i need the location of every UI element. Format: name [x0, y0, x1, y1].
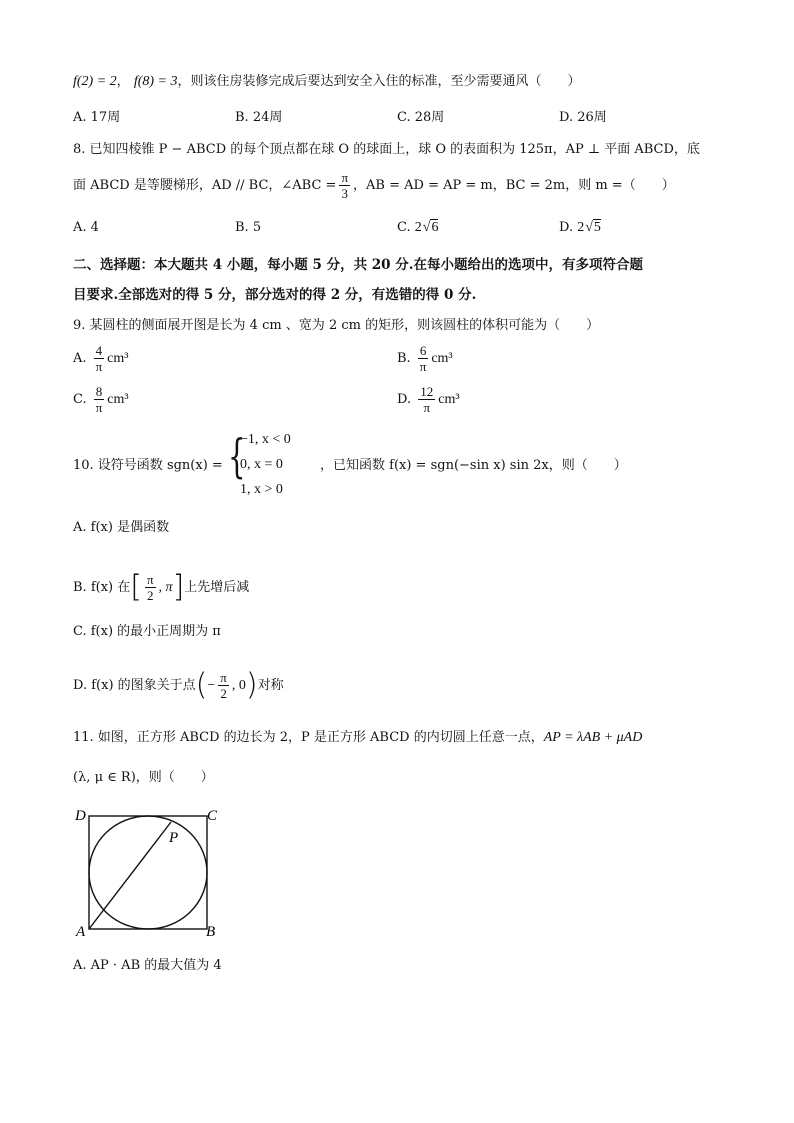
- q11-label-p: P: [169, 830, 179, 846]
- q7-option-a: A. 17周: [73, 110, 121, 125]
- q8-option-b: B. 5: [235, 220, 262, 235]
- q11-option-a: A. AP · AB 的最大值为 4: [73, 958, 222, 973]
- q9-option-a-label: A.: [73, 351, 87, 366]
- q8-stem-line1: 已知四棱锥 P − ABCD 的每个顶点都在球 O 的球面上，球 O 的表面积为 125π，AP ⊥ 平面 ABCD，底: [89, 142, 700, 157]
- q9-option-b: [397, 343, 453, 374]
- q10-brace: {: [228, 429, 246, 483]
- q10-stem-a: 10. 设符号函数 sgn(x) =: [73, 458, 223, 473]
- q8-line1: [73, 140, 700, 160]
- q10-option-d-tail: 对称: [257, 678, 284, 693]
- q11-label-b: B: [206, 924, 216, 940]
- q11-vector-equation: AP = λAB + μAD: [543, 730, 643, 745]
- q11-stem-line1: [73, 728, 642, 748]
- q8-number: 8.: [73, 142, 86, 157]
- q11-incircle: [89, 816, 207, 929]
- q8-frac-num: π: [341, 170, 349, 185]
- q9-option-d-unit: cm³: [438, 392, 460, 407]
- q9-option-c-label: C.: [73, 392, 87, 407]
- q7-f2: f(2) = 2: [73, 74, 117, 89]
- q8-angle-fraction: [339, 170, 350, 201]
- section2-heading-line1: 二、选择题：本大题共 4 小题，每小题 5 分，共 20 分.在每小题给出的选项中，有多项符合题: [73, 257, 643, 273]
- q9-stem: 9. 某圆柱的侧面展开图是长为 4 cm 、宽为 2 cm 的矩形，则该圆柱的体积可能为（ ）: [73, 318, 600, 333]
- q11-label-c: C: [207, 808, 218, 824]
- q9-option-c-unit: cm³: [107, 392, 129, 407]
- q9-option-b-label: B.: [397, 351, 411, 366]
- q7-condition-line: f(2) = 2， f(8) = 3，则该住房装修完成后要达到安全入住的标准，至少需要通风（ ）: [73, 74, 581, 89]
- q8-stem-line2b: ，AB = AD = AP = m，BC = 2m，则 m =（ ）: [353, 178, 675, 193]
- q8-stem-line2a: 面 ABCD 是等腰梯形，AD // BC，∠ABC =: [73, 178, 337, 193]
- q10-case-1: −1, x < 0: [240, 432, 291, 447]
- q7-option-d: D. 26周: [559, 110, 607, 125]
- q10-option-b-post: , π: [158, 580, 173, 595]
- q10-option-b-pre: B. f(x) 在: [73, 580, 131, 595]
- q8-option-a: A. 4: [73, 220, 99, 235]
- q9-option-b-unit: cm³: [431, 351, 453, 366]
- q8-option-d: D. 2√5: [559, 220, 601, 235]
- q10-stem-b: ，已知函数 f(x) = sgn(−sin x) sin 2x，则（ ）: [320, 458, 627, 473]
- q9-option-d: [397, 384, 460, 415]
- q7-option-c: C. 28周: [397, 110, 445, 125]
- q7-text: ，则该住房装修完成后要达到安全入住的标准，至少需要通风（ ）: [177, 74, 581, 89]
- section2-heading-line2: 目要求.全部选对的得 5 分，部分选对的得 2 分，有选错的得 0 分.: [73, 287, 477, 303]
- q9-option-d-den: π: [423, 400, 431, 415]
- q11-stem-line2: (λ, μ ∈ R)，则（ ）: [73, 770, 214, 785]
- q10-option-b-frac-num: π: [146, 572, 154, 587]
- q9-option-c-den: π: [95, 400, 103, 415]
- q9-option-d-label: D.: [397, 392, 412, 407]
- q8-option-d-radicand: 5: [593, 220, 601, 235]
- q9-option-b-num: 6: [419, 343, 427, 358]
- q10-option-d-frac-num: π: [220, 670, 227, 685]
- q11-label-d: D: [75, 808, 86, 824]
- q11-stem1: 11. 如图，正方形 ABCD 的边长为 2，P 是正方形 ABCD 的内切圆上任意一点，: [73, 730, 544, 745]
- q9-option-b-den: π: [419, 359, 427, 374]
- q8-option-d-label: D.: [559, 220, 574, 235]
- q8-option-c-radicand: 6: [431, 220, 439, 235]
- q9-option-c-num: 8: [95, 384, 103, 399]
- q10-option-d-pre: D. f(x) 的图象关于点: [73, 678, 196, 693]
- q9-option-d-num: 12: [420, 384, 434, 399]
- q10-option-d: D. f(x) 的图象关于点(− $\frac{\pi}{2}$ , 0)对称: [73, 667, 284, 703]
- q10-option-c: C. f(x) 的最小正周期为 π: [73, 624, 221, 639]
- q8-option-c-label: C.: [397, 220, 411, 235]
- q9-option-a: [73, 343, 128, 374]
- q10-option-b-frac-den: 2: [147, 588, 154, 603]
- q10-option-b: B. f(x) 在[ $\frac{\pi}{2}$ , π]上先增后减: [73, 569, 250, 605]
- q10-option-a: A. f(x) 是偶函数: [73, 520, 170, 535]
- q10-case-2: 0, x = 0: [240, 457, 283, 472]
- q9-option-a-unit: cm³: [107, 351, 129, 366]
- q11-square-figure: [72, 802, 222, 942]
- q8-option-d-coef: 2: [577, 220, 585, 235]
- q9-option-c: [73, 384, 129, 415]
- q8-option-c-coef: 2: [414, 220, 422, 235]
- q10-option-b-tail: 上先增后减: [184, 580, 250, 595]
- q10-option-d-frac-den: 2: [220, 686, 227, 701]
- q7-option-b: B. 24周: [235, 110, 283, 125]
- q11-label-a: A: [76, 924, 86, 940]
- q10-case-3: 1, x > 0: [240, 482, 283, 497]
- q8-frac-den: 3: [341, 186, 348, 201]
- q9-option-a-num: 4: [95, 343, 103, 358]
- q8-option-c: C. 2√6: [397, 220, 439, 235]
- q9-option-a-den: π: [95, 359, 103, 374]
- q8-line2: [73, 168, 675, 204]
- q7-f8: f(8) = 3: [133, 74, 178, 89]
